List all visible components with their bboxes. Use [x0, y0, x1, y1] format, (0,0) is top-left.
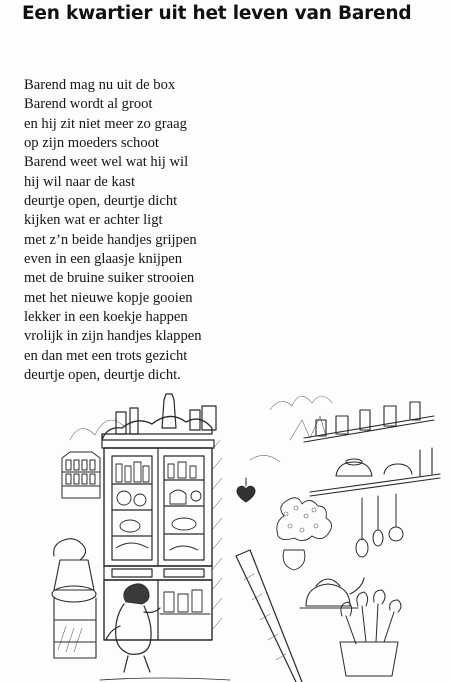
flower-vase: [277, 498, 332, 570]
poem-line: hij wil naar de kast: [24, 173, 136, 190]
poem-line: Barend mag nu uit de box: [24, 77, 176, 93]
cabinet: [102, 394, 222, 640]
poem-line: en dan met een trots gezicht: [24, 347, 188, 364]
child-figure: [106, 584, 160, 672]
poem-line: lekker in een koekje happen: [24, 309, 188, 326]
wall-shelves: [304, 402, 440, 496]
poem-line: met z’n beide handjes grijpen: [24, 231, 197, 248]
poem-line: even in een glaasje knijpen: [24, 251, 183, 268]
page-title: Een kwartier uit het leven van Barend: [22, 3, 412, 24]
poem-line: deurtje open, deurtje dicht: [24, 193, 178, 210]
heart-ornament: [237, 478, 255, 502]
hanging-utensils: [356, 494, 403, 557]
poem-line: vrolijk in zijn handjes klappen: [24, 328, 202, 345]
tulip-pot: [340, 590, 401, 676]
poem-line: met het nieuwe kopje gooien: [24, 289, 193, 306]
poem-line: en hij zit niet meer zo graag: [24, 115, 187, 132]
poem-line: op zijn moeders schoot: [24, 135, 159, 152]
poem-line: met de bruine suiker strooien: [24, 270, 195, 287]
poem-line: Barend weet wel wat hij wil: [24, 154, 189, 171]
kettle: [300, 578, 364, 608]
stove: [52, 539, 96, 658]
floor-line: [100, 678, 230, 680]
spice-rack: [62, 452, 100, 498]
poem-line: deurtje open, deurtje dicht.: [24, 367, 181, 384]
kitchen-illustration: [40, 380, 450, 682]
poem-line: Barend wordt al groot: [24, 96, 153, 113]
poem-line: kijken wat er achter ligt: [24, 212, 163, 229]
poem: [24, 76, 324, 386]
background-shading: [70, 396, 332, 462]
